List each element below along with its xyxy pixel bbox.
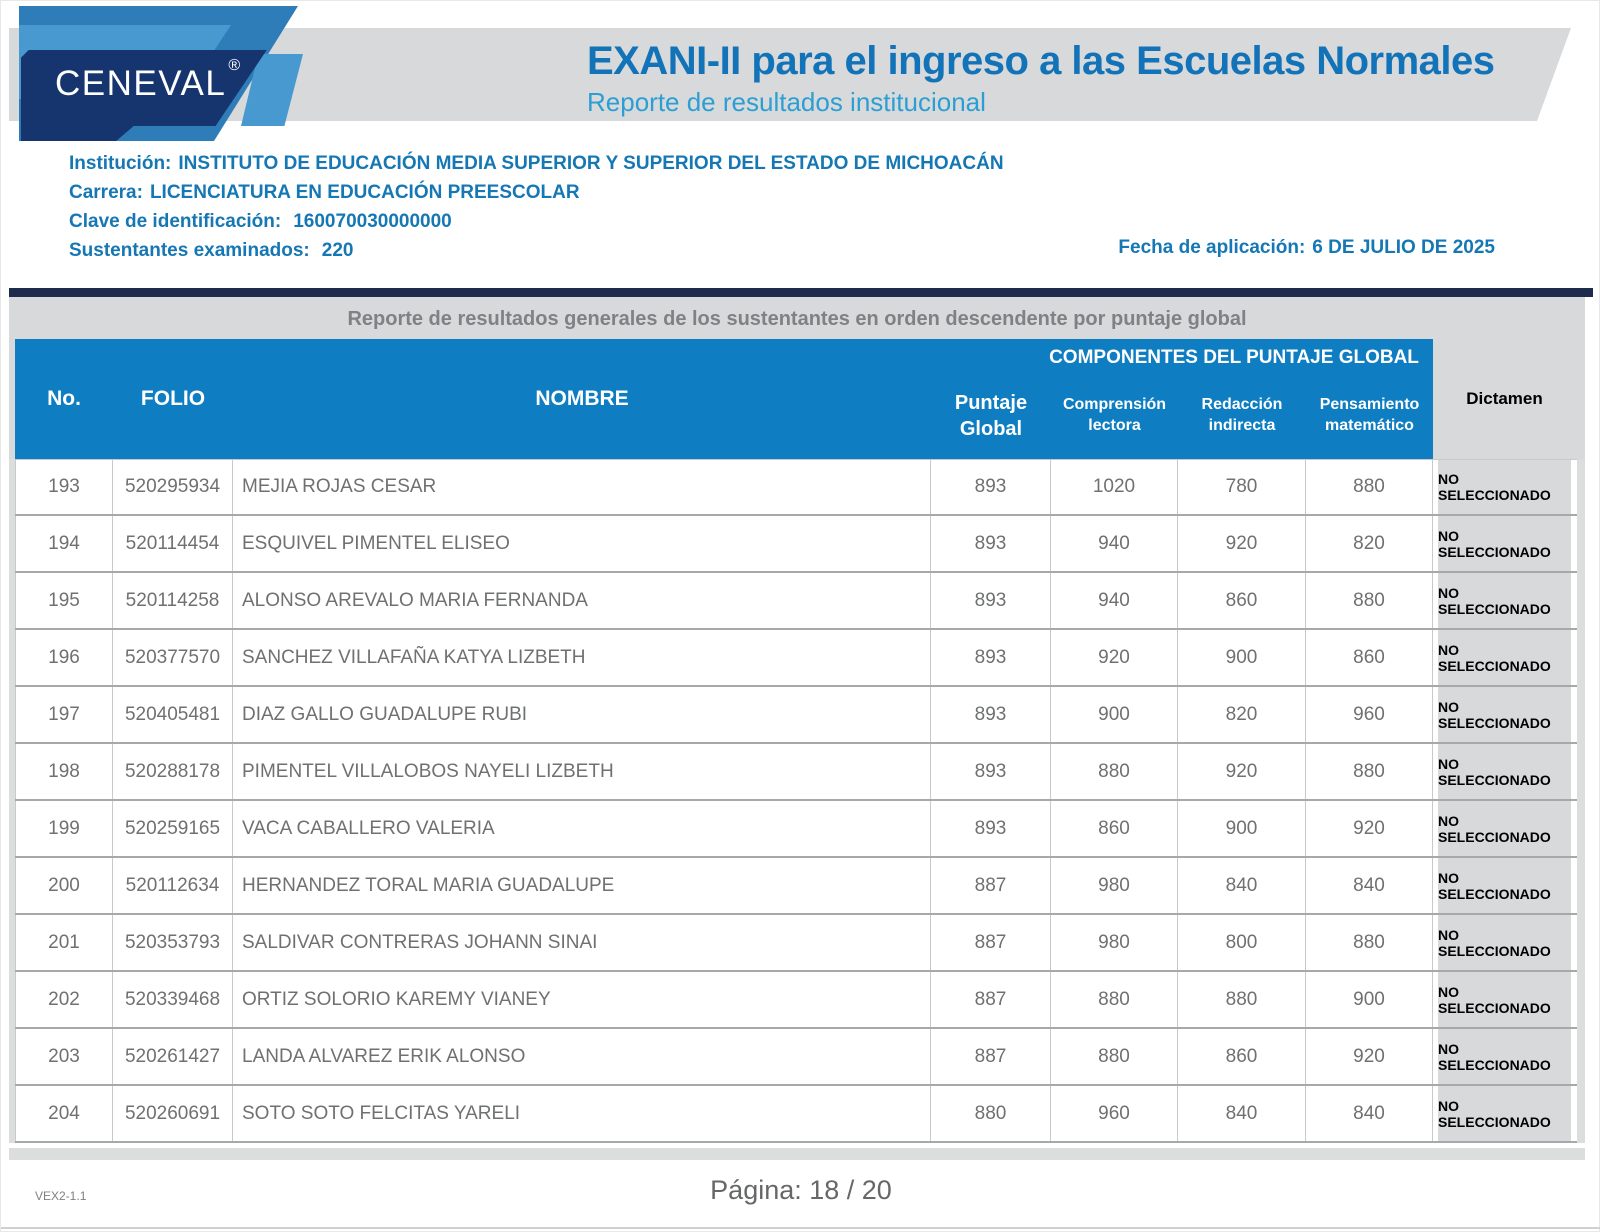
cell-dictamen: NO SELECCIONADO bbox=[1438, 915, 1571, 970]
cell-puntaje-global: 887 bbox=[931, 1029, 1051, 1084]
cell-redaccion-indirecta: 920 bbox=[1178, 744, 1306, 799]
version-label: VEX2-1.1 bbox=[35, 1189, 87, 1203]
application-date-value: 6 DE JULIO DE 2025 bbox=[1312, 237, 1495, 258]
cell-nombre: HERNANDEZ TORAL MARIA GUADALUPE bbox=[233, 858, 931, 913]
cell-redaccion-indirecta: 820 bbox=[1178, 687, 1306, 742]
cell-dictamen: NO SELECCIONADO bbox=[1438, 1086, 1571, 1141]
report-subtitle: Reporte de resultados institucional bbox=[587, 87, 986, 117]
cell-dictamen: NO SELECCIONADO bbox=[1438, 744, 1571, 799]
column-header-pensamiento-matematico bbox=[1306, 373, 1433, 459]
pensamiento-line2: matemático bbox=[1325, 417, 1414, 434]
table-band-title: Reporte de resultados generales de los sustentantes en orden descendente por puntaje global bbox=[347, 308, 1247, 330]
cell-redaccion-indirecta: 860 bbox=[1178, 573, 1306, 628]
cell-dictamen: NO SELECCIONADO bbox=[1438, 1029, 1571, 1084]
cell-pensamiento-matematico: 860 bbox=[1306, 630, 1433, 685]
registered-mark: ® bbox=[228, 57, 242, 75]
cell-puntaje-global: 893 bbox=[931, 687, 1051, 742]
cell-pensamiento-matematico: 840 bbox=[1306, 1086, 1433, 1141]
table-row bbox=[15, 858, 1577, 915]
table-row bbox=[15, 801, 1577, 858]
cell-redaccion-indirecta: 780 bbox=[1178, 460, 1306, 514]
comprension-line1: Comprensión bbox=[1062, 396, 1167, 414]
cell-puntaje-global: 887 bbox=[931, 858, 1051, 913]
table-row bbox=[15, 630, 1577, 687]
id-key-value: 160070030000000 bbox=[293, 211, 452, 232]
cell-nombre: PIMENTEL VILLALOBOS NAYELI LIZBETH bbox=[233, 744, 931, 799]
cell-comprension-lectora: 920 bbox=[1051, 630, 1178, 685]
redaccion-line2: indirecta bbox=[1208, 417, 1276, 434]
cell-pensamiento-matematico: 820 bbox=[1306, 516, 1433, 571]
cell-comprension-lectora: 1020 bbox=[1051, 460, 1178, 514]
cell-puntaje-global: 887 bbox=[931, 915, 1051, 970]
cell-pensamiento-matematico: 920 bbox=[1306, 1029, 1433, 1084]
id-key-label: Clave de identificación: bbox=[69, 211, 282, 232]
cell-dictamen: NO SELECCIONADO bbox=[1438, 630, 1571, 685]
cell-dictamen: NO SELECCIONADO bbox=[1438, 516, 1571, 571]
cell-puntaje-global: 893 bbox=[931, 630, 1051, 685]
cell-folio: 520114258 bbox=[113, 573, 233, 628]
ceneval-logo bbox=[19, 6, 319, 141]
cell-dictamen: NO SELECCIONADO bbox=[1438, 858, 1571, 913]
cell-no: 200 bbox=[15, 858, 113, 913]
cell-comprension-lectora: 980 bbox=[1051, 915, 1178, 970]
cell-nombre: LANDA ALVAREZ ERIK ALONSO bbox=[233, 1029, 931, 1084]
cell-redaccion-indirecta: 880 bbox=[1178, 972, 1306, 1027]
cell-no: 194 bbox=[15, 516, 113, 571]
cell-redaccion-indirecta: 800 bbox=[1178, 915, 1306, 970]
institution-value: INSTITUTO DE EDUCACIÓN MEDIA SUPERIOR Y SUPERIOR DEL ESTADO DE MICHOACÁN bbox=[178, 153, 1004, 174]
examined-line bbox=[69, 240, 1004, 269]
results-table bbox=[1, 297, 1600, 1160]
column-header-comprension-lectora bbox=[1051, 373, 1178, 459]
application-date-line bbox=[1118, 237, 1495, 259]
id-key-line bbox=[69, 211, 1004, 240]
page-bottom-border bbox=[1, 1227, 1600, 1229]
comprension-line2: lectora bbox=[1088, 417, 1141, 434]
cell-puntaje-global: 893 bbox=[931, 801, 1051, 856]
cell-folio: 520114454 bbox=[113, 516, 233, 571]
examined-value: 220 bbox=[321, 240, 354, 261]
application-date-label: Fecha de aplicación: bbox=[1118, 237, 1306, 258]
cell-comprension-lectora: 980 bbox=[1051, 858, 1178, 913]
puntaje-line2: Global bbox=[959, 418, 1023, 440]
cell-comprension-lectora: 900 bbox=[1051, 687, 1178, 742]
examined-label: Sustentantes examinados: bbox=[69, 240, 310, 261]
cell-no: 197 bbox=[15, 687, 113, 742]
table-row bbox=[15, 459, 1577, 516]
cell-dictamen: NO SELECCIONADO bbox=[1438, 972, 1571, 1027]
cell-dictamen: NO SELECCIONADO bbox=[1438, 573, 1571, 628]
puntaje-line1: Puntaje bbox=[954, 392, 1028, 414]
cell-comprension-lectora: 880 bbox=[1051, 972, 1178, 1027]
cell-nombre: DIAZ GALLO GUADALUPE RUBI bbox=[233, 687, 931, 742]
cell-folio: 520288178 bbox=[113, 744, 233, 799]
cell-folio: 520261427 bbox=[113, 1029, 233, 1084]
table-column-headers bbox=[15, 339, 1585, 459]
cell-redaccion-indirecta: 840 bbox=[1178, 1086, 1306, 1141]
table-bottom-strip bbox=[9, 1148, 1585, 1160]
cell-nombre: MEJIA ROJAS CESAR bbox=[233, 460, 931, 514]
cell-puntaje-global: 893 bbox=[931, 460, 1051, 514]
cell-puntaje-global: 880 bbox=[931, 1086, 1051, 1141]
cell-nombre: ORTIZ SOLORIO KAREMY VIANEY bbox=[233, 972, 931, 1027]
cell-redaccion-indirecta: 840 bbox=[1178, 858, 1306, 913]
column-header-no: No. bbox=[15, 339, 113, 459]
career-line bbox=[69, 182, 1004, 211]
cell-nombre: SANCHEZ VILLAFAÑA KATYA LIZBETH bbox=[233, 630, 931, 685]
cell-folio: 520260691 bbox=[113, 1086, 233, 1141]
table-body bbox=[9, 459, 1585, 1143]
cell-folio: 520405481 bbox=[113, 687, 233, 742]
column-header-puntaje-global bbox=[931, 373, 1051, 459]
table-row bbox=[15, 972, 1577, 1029]
cell-pensamiento-matematico: 880 bbox=[1306, 915, 1433, 970]
cell-no: 199 bbox=[15, 801, 113, 856]
table-row bbox=[15, 744, 1577, 801]
page-number: Página: 18 / 20 bbox=[710, 1175, 892, 1205]
cell-comprension-lectora: 880 bbox=[1051, 1029, 1178, 1084]
cell-pensamiento-matematico: 900 bbox=[1306, 972, 1433, 1027]
cell-nombre: ESQUIVEL PIMENTEL ELISEO bbox=[233, 516, 931, 571]
page-footer bbox=[1, 1163, 1600, 1206]
cell-pensamiento-matematico: 880 bbox=[1306, 744, 1433, 799]
column-header-dictamen: Dictamen bbox=[1438, 339, 1571, 459]
cell-no: 195 bbox=[15, 573, 113, 628]
cell-redaccion-indirecta: 900 bbox=[1178, 630, 1306, 685]
cell-no: 204 bbox=[15, 1086, 113, 1141]
table-row bbox=[15, 687, 1577, 744]
table-row bbox=[15, 1029, 1577, 1086]
cell-folio: 520295934 bbox=[113, 460, 233, 514]
cell-folio: 520377570 bbox=[113, 630, 233, 685]
cell-comprension-lectora: 880 bbox=[1051, 744, 1178, 799]
cell-puntaje-global: 887 bbox=[931, 972, 1051, 1027]
institution-label: Institución: bbox=[69, 153, 172, 174]
cell-folio: 520259165 bbox=[113, 801, 233, 856]
cell-comprension-lectora: 960 bbox=[1051, 1086, 1178, 1141]
cell-dictamen: NO SELECCIONADO bbox=[1438, 801, 1571, 856]
table-row bbox=[15, 1086, 1577, 1143]
cell-nombre: VACA CABALLERO VALERIA bbox=[233, 801, 931, 856]
logo-wordmark: CENEVAL ® bbox=[55, 57, 242, 103]
report-title: EXANI-II para el ingreso a las Escuelas Normales bbox=[587, 39, 1495, 83]
table-row bbox=[15, 573, 1577, 630]
cell-puntaje-global: 893 bbox=[931, 744, 1051, 799]
cell-redaccion-indirecta: 900 bbox=[1178, 801, 1306, 856]
column-header-folio: FOLIO bbox=[113, 339, 233, 459]
banner-titles bbox=[587, 39, 1495, 118]
cell-redaccion-indirecta: 860 bbox=[1178, 1029, 1306, 1084]
cell-folio: 520112634 bbox=[113, 858, 233, 913]
institution-line bbox=[69, 153, 1004, 182]
cell-no: 193 bbox=[15, 460, 113, 514]
cell-pensamiento-matematico: 840 bbox=[1306, 858, 1433, 913]
cell-nombre: SALDIVAR CONTRERAS JOHANN SINAI bbox=[233, 915, 931, 970]
table-row bbox=[15, 516, 1577, 573]
cell-nombre: ALONSO AREVALO MARIA FERNANDA bbox=[233, 573, 931, 628]
cell-comprension-lectora: 940 bbox=[1051, 573, 1178, 628]
cell-redaccion-indirecta: 920 bbox=[1178, 516, 1306, 571]
column-header-redaccion-indirecta bbox=[1178, 373, 1306, 459]
cell-puntaje-global: 893 bbox=[931, 516, 1051, 571]
cell-nombre: SOTO SOTO FELCITAS YARELI bbox=[233, 1086, 931, 1141]
cell-no: 196 bbox=[15, 630, 113, 685]
cell-folio: 520339468 bbox=[113, 972, 233, 1027]
cell-pensamiento-matematico: 880 bbox=[1306, 460, 1433, 514]
cell-no: 203 bbox=[15, 1029, 113, 1084]
pensamiento-line1: Pensamiento bbox=[1319, 396, 1420, 414]
cell-no: 201 bbox=[15, 915, 113, 970]
cell-dictamen: NO SELECCIONADO bbox=[1438, 687, 1571, 742]
cell-dictamen: NO SELECCIONADO bbox=[1438, 460, 1571, 514]
navy-divider bbox=[9, 288, 1593, 297]
cell-pensamiento-matematico: 960 bbox=[1306, 687, 1433, 742]
cell-pensamiento-matematico: 880 bbox=[1306, 573, 1433, 628]
cell-comprension-lectora: 940 bbox=[1051, 516, 1178, 571]
redaccion-line1: Redacción bbox=[1201, 396, 1283, 414]
column-header-nombre: NOMBRE bbox=[233, 339, 931, 459]
cell-no: 198 bbox=[15, 744, 113, 799]
career-value: LICENCIATURA EN EDUCACIÓN PREESCOLAR bbox=[149, 182, 580, 203]
table-header-band bbox=[9, 297, 1585, 459]
cell-no: 202 bbox=[15, 972, 113, 1027]
career-label: Carrera: bbox=[69, 182, 143, 203]
institution-info bbox=[69, 153, 1004, 269]
cell-folio: 520353793 bbox=[113, 915, 233, 970]
cell-comprension-lectora: 860 bbox=[1051, 801, 1178, 856]
table-row bbox=[15, 915, 1577, 972]
cell-puntaje-global: 893 bbox=[931, 573, 1051, 628]
column-group-header-componentes: COMPONENTES DEL PUNTAJE GLOBAL bbox=[931, 339, 1433, 373]
cell-pensamiento-matematico: 920 bbox=[1306, 801, 1433, 856]
